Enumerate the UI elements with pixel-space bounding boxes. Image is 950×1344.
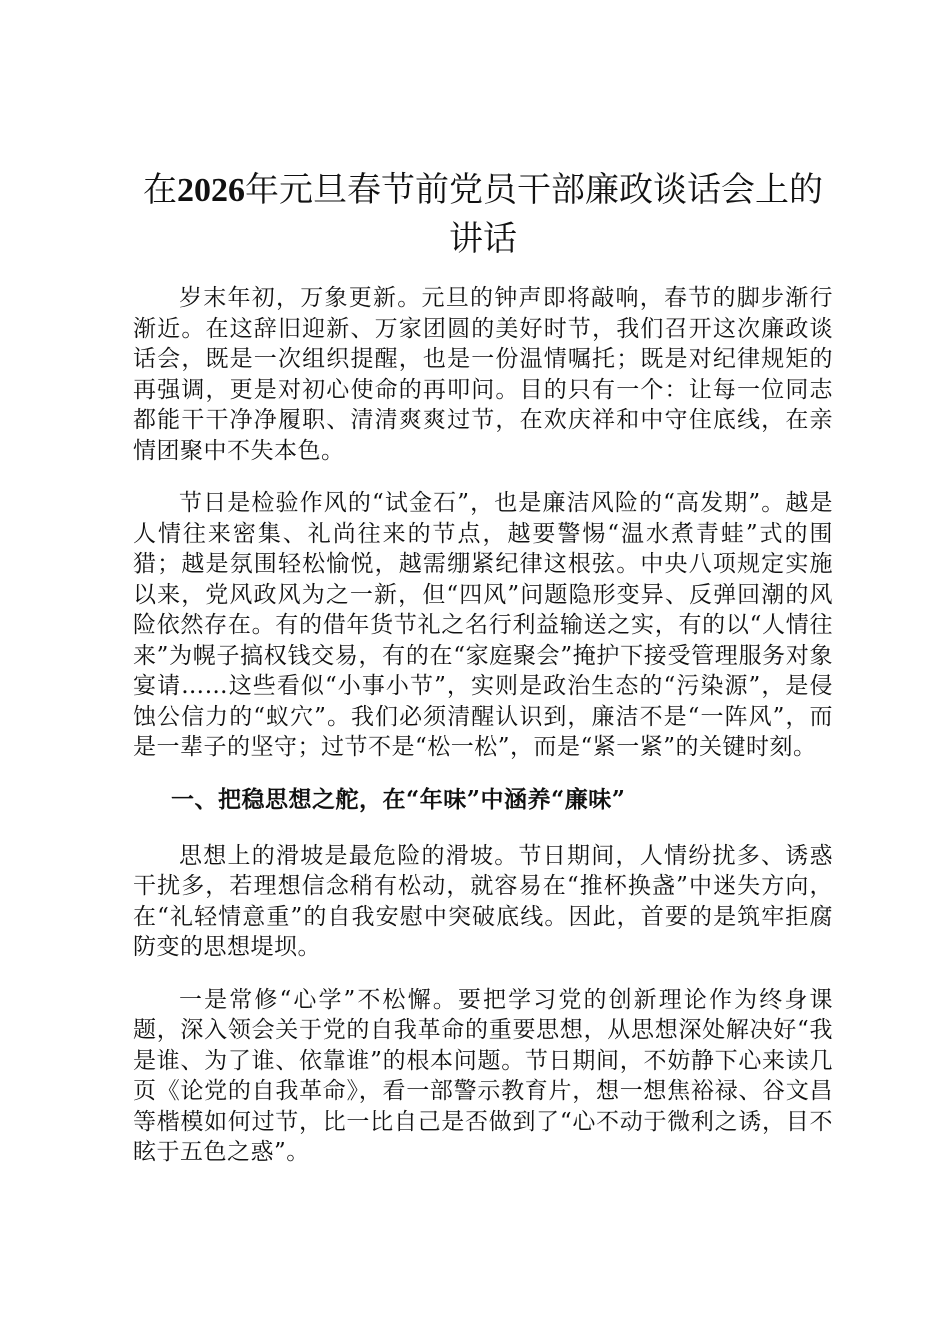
document-title <box>133 166 833 263</box>
intro-paragraph-2: 节日是检验作风的“试金石”，也是廉洁风险的“高发期”。越是人情往来密集、礼尚往来的节点，越要警惕“温水煮青蛙”式的围猎；越是氛围轻松愉悦，越需绷紧纪律这根弦。中央八项规定实施以来，党风政风为之一新，但“四风”问题隐形变异、反弹回潮的风险依然存在。有的借年货节礼之名行利益输送之实，有的以“人情往来”为幌子搞权钱交易，有的在“家庭聚会”掩护下接受管理服务对象宴请……这些看似“小事小节”，实则是政治生态的“污染源”，是侵蚀公信力的“蚁穴”。我们必须清醒认识到，廉洁不是“一阵风”，而是一辈子的坚守；过节不是“松一松”，而是“紧一紧”的关键时刻。 <box>133 490 833 760</box>
intro-paragraph-1: 岁末年初，万象更新。元旦的钟声即将敲响，春节的脚步渐行渐近。在这辞旧迎新、万家团圆的美好时节，我们召开这次廉政谈话会，既是一次组织提醒，也是一份温情嘱托；既是对纪律规矩的再强调，更是对初心使命的再叩问。目的只有一个：让每一位同志都能干干净净履职、清清爽爽过节，在欢庆祥和中守住底线，在亲情团聚中不失本色。 <box>133 285 833 464</box>
title-year: 2026 <box>177 172 245 209</box>
section-1-paragraph-1: 思想上的滑坡是最危险的滑坡。节日期间，人情纷扰多、诱惑干扰多，若理想信念稍有松动，就容易在“推杯换盏”中迷失方向，在“礼轻情意重”的自我安慰中突破底线。因此，首要的是筑牢拒腐防变的思想堤坝。 <box>133 842 833 960</box>
document-page <box>133 166 833 1190</box>
section-1-heading: 一、把稳思想之舵，在“年味”中涵养“廉味” <box>171 785 626 813</box>
section-1-paragraph-2: 一是常修“心学”不松懈。要把学习党的创新理论作为终身课题，深入领会关于党的自我革命的重要思想，从思想深处解决好“我是谁、为了谁、依靠谁”的根本问题。节日期间，不妨静下心来读几页《论党的自我革命》，看一部警示教育片，想一想焦裕禄、谷文昌等楷模如何过节，比一比自己是否做到了“心不动于微利之诱，目不眩于五色之惑”。 <box>133 986 833 1165</box>
title-rest: 年元旦春节前党员干部廉政谈话会上的讲话 <box>245 170 823 259</box>
title-prefix: 在 <box>143 170 177 210</box>
